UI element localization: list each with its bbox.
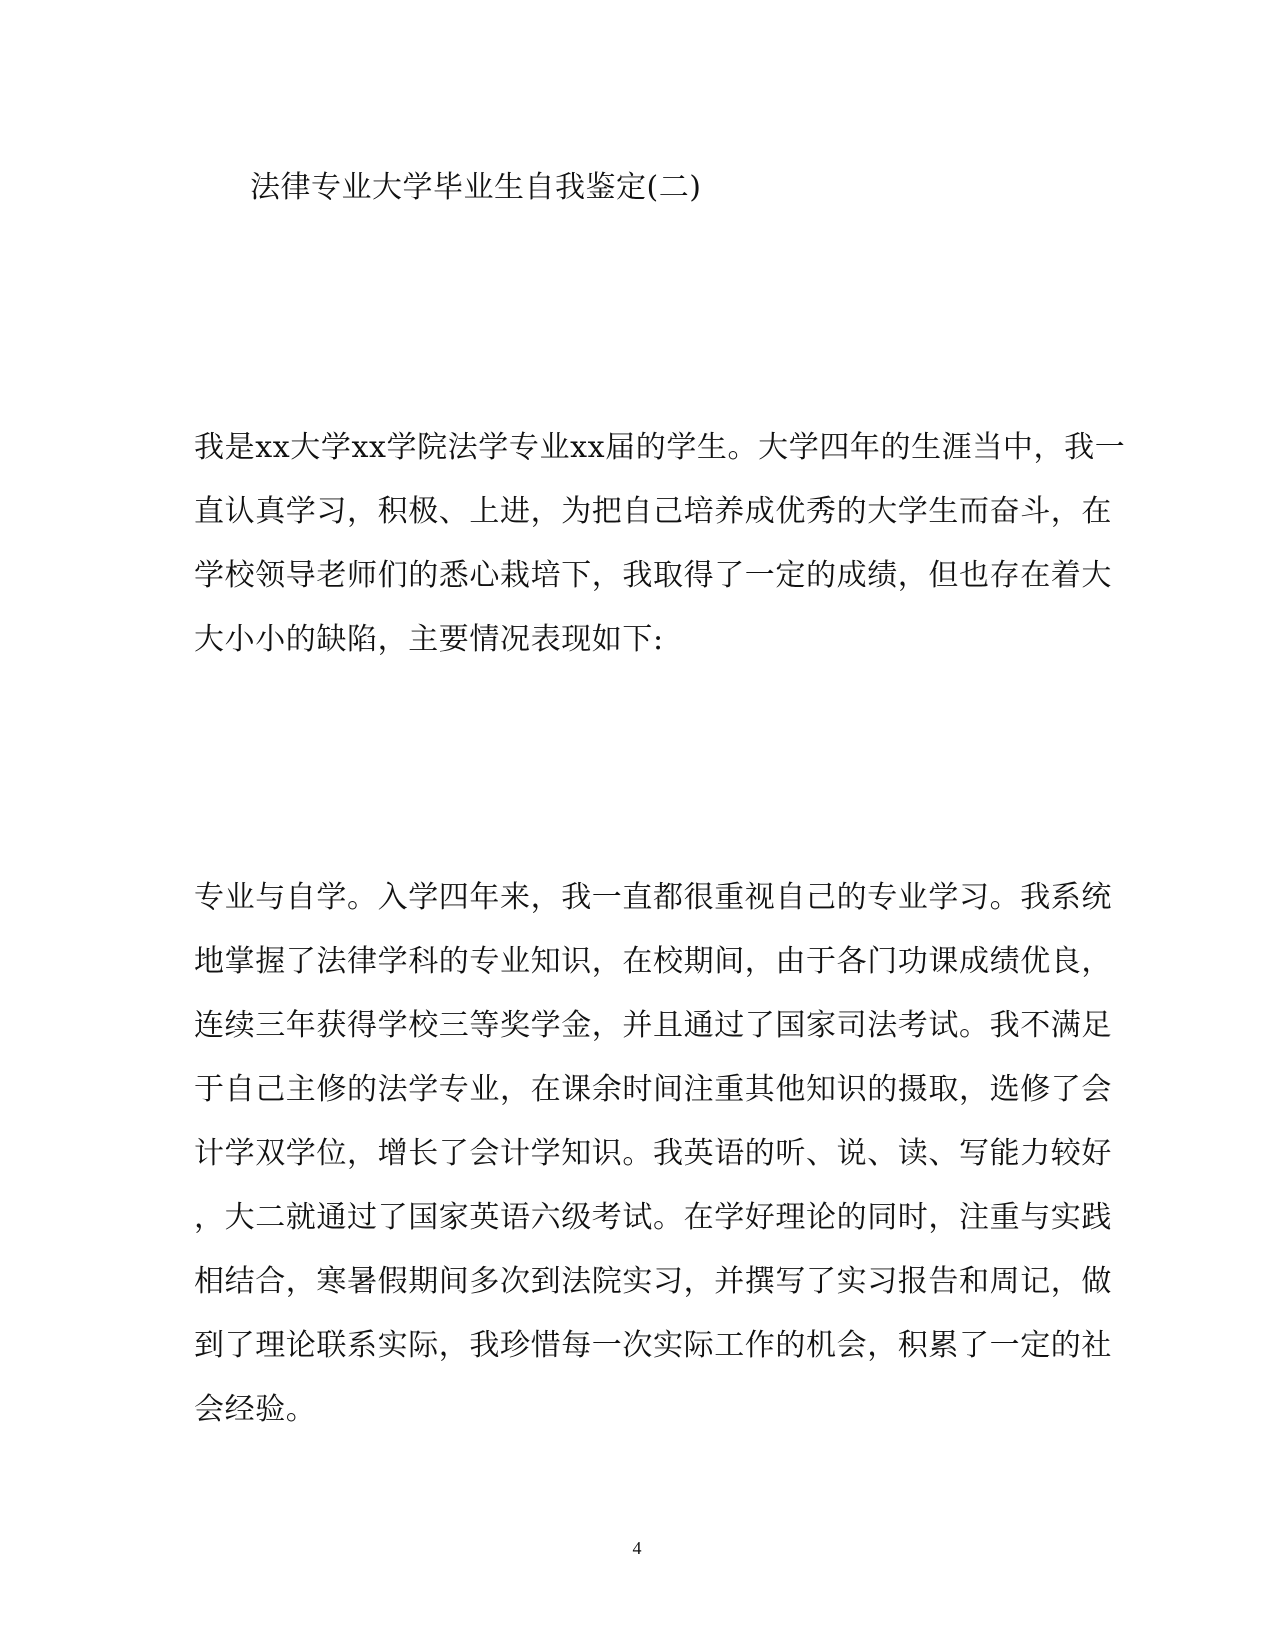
paragraph-line: 计学双学位，增长了会计学知识。我英语的听、说、读、写能力较好 <box>194 1136 1112 1171</box>
paragraph-line: 直认真学习，积极、上进，为把自己培养成优秀的大学生而奋斗，在 <box>194 494 1112 529</box>
paragraph-line: 我是xx大学xx学院法学专业xx届的学生。大学四年的生涯当中，我一 <box>194 430 1126 465</box>
paragraph-line: ，大二就通过了国家英语六级考试。在学好理论的同时，注重与实践 <box>194 1200 1112 1235</box>
paragraph-line: 专业与自学。入学四年来，我一直都很重视自己的专业学习。我系统 <box>194 880 1112 915</box>
paragraph-study <box>194 866 1112 1442</box>
paragraph-line: 到了理论联系实际，我珍惜每一次实际工作的机会，积累了一定的社 <box>194 1328 1112 1363</box>
paragraph-line: 地掌握了法律学科的专业知识，在校期间，由于各门功课成绩优良， <box>194 944 1112 979</box>
page-number: 4 <box>632 1538 642 1558</box>
paragraph-line: 学校领导老师们的悉心栽培下，我取得了一定的成绩，但也存在着大 <box>194 558 1112 593</box>
paragraph-line: 相结合，寒暑假期间多次到法院实习，并撰写了实习报告和周记，做 <box>194 1264 1112 1299</box>
paragraph-line: 于自己主修的法学专业，在课余时间注重其他知识的摄取，选修了会 <box>194 1072 1112 1107</box>
paragraph-line: 会经验。 <box>194 1392 317 1427</box>
paragraph-line: 大小小的缺陷，主要情况表现如下: <box>194 622 664 657</box>
paragraph-introduction <box>194 416 1126 672</box>
paragraph-line: 连续三年获得学校三等奖学金，并且通过了国家司法考试。我不满足 <box>194 1008 1112 1043</box>
document-title: 法律专业大学毕业生自我鉴定(二) <box>250 170 702 205</box>
